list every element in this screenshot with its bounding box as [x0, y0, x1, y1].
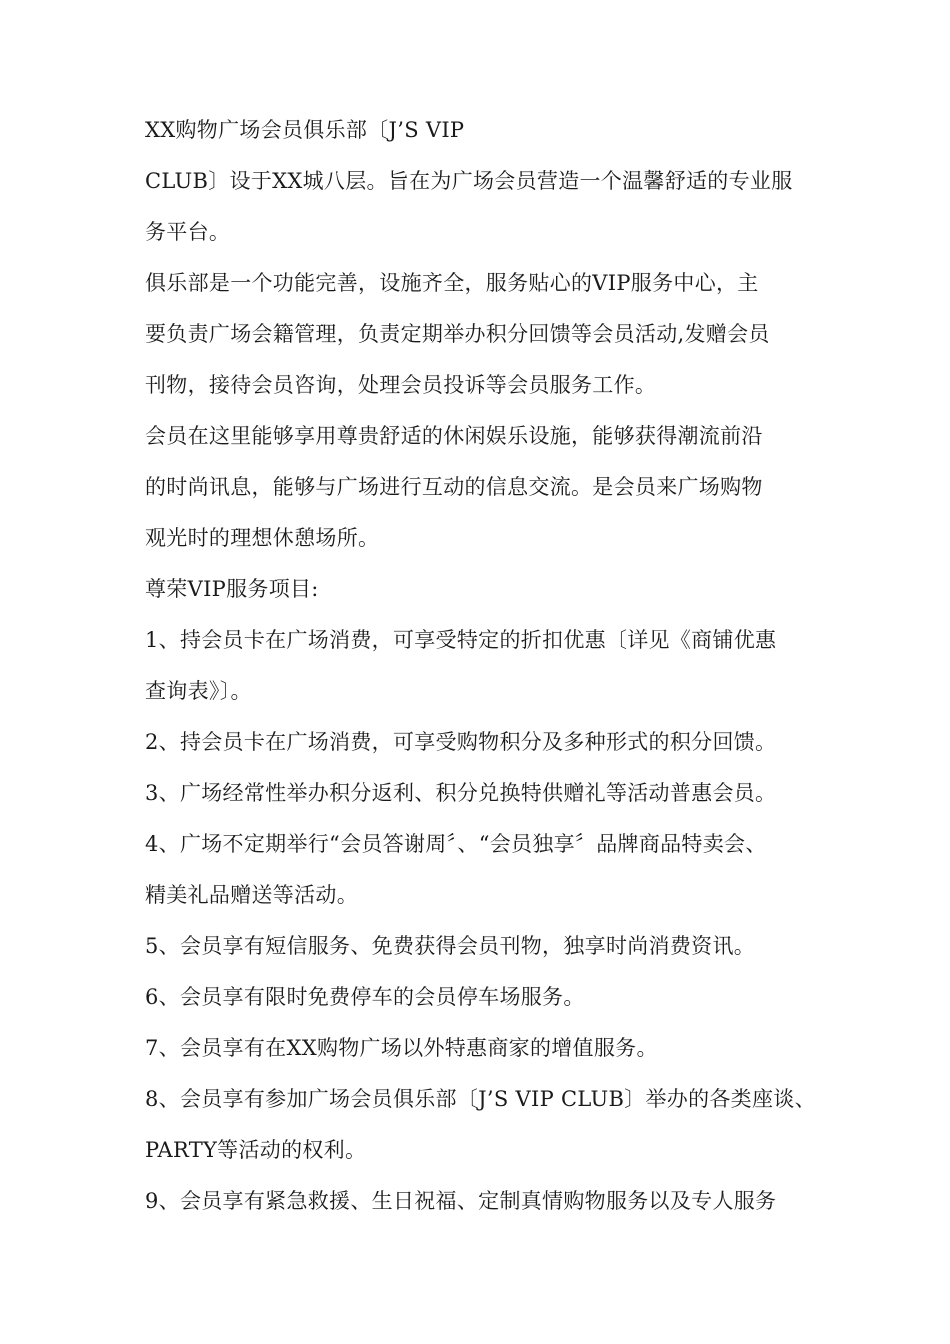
text-line-16: 精美礼品赠送等活动。: [145, 883, 358, 907]
text-line-3: 务平台。: [145, 220, 231, 244]
text-line-21: PARTY等活动的权利。: [145, 1138, 367, 1162]
text-line-2: CLUB〕设于XX城八层。旨在为广场会员营造一个温馨舒适的专业服: [145, 169, 793, 193]
text-line-6: 刊物，接待会员咨询，处理会员投诉等会员服务工作。: [145, 373, 657, 397]
text-line-13: 2、持会员卡在广场消费，可享受购物积分及多种形式的积分回馈。: [145, 730, 777, 754]
text-line-5: 要负责广场会籍管理，负责定期举办积分回馈等会员活动,发赠会员: [145, 322, 770, 346]
text-line-11: 1、持会员卡在广场消费，可享受特定的折扣优惠〔详见《商铺优惠: [145, 628, 777, 652]
text-line-22: 9、会员享有紧急救援、生日祝福、定制真情购物服务以及专人服务: [145, 1189, 777, 1213]
text-line-17: 5、会员享有短信服务、免费获得会员刊物，独享时尚消费资讯。: [145, 934, 756, 958]
text-line-10: 尊荣VIP服务项目:: [145, 577, 319, 601]
text-line-19: 7、会员享有在XX购物广场以外特惠商家的增值服务。: [145, 1036, 658, 1060]
text-line-7: 会员在这里能够享用尊贵舒适的休闲娱乐设施，能够获得潮流前沿: [145, 424, 763, 448]
text-line-15: 4、广场不定期举行“会员答谢周〞、“会员独享〞品牌商品特卖会、: [145, 832, 767, 856]
text-line-12: 查询表》〕。: [145, 679, 252, 703]
text-line-4: 俱乐部是一个功能完善，设施齐全，服务贴心的VIP服务中心，主: [145, 271, 759, 295]
text-line-1: XX购物广场会员俱乐部〔J’S VIP: [145, 118, 465, 142]
text-line-14: 3、广场经常性举办积分返利、积分兑换特供赠礼等活动普惠会员。: [145, 781, 777, 805]
text-line-8: 的时尚讯息，能够与广场进行互动的信息交流。是会员来广场购物: [145, 475, 763, 499]
text-line-9: 观光时的理想休憩场所。: [145, 526, 380, 550]
text-line-20: 8、会员享有参加广场会员俱乐部〔J’S VIP CLUB〕举办的各类座谈、: [145, 1087, 816, 1111]
text-line-18: 6、会员享有限时免费停车的会员停车场服务。: [145, 985, 585, 1009]
